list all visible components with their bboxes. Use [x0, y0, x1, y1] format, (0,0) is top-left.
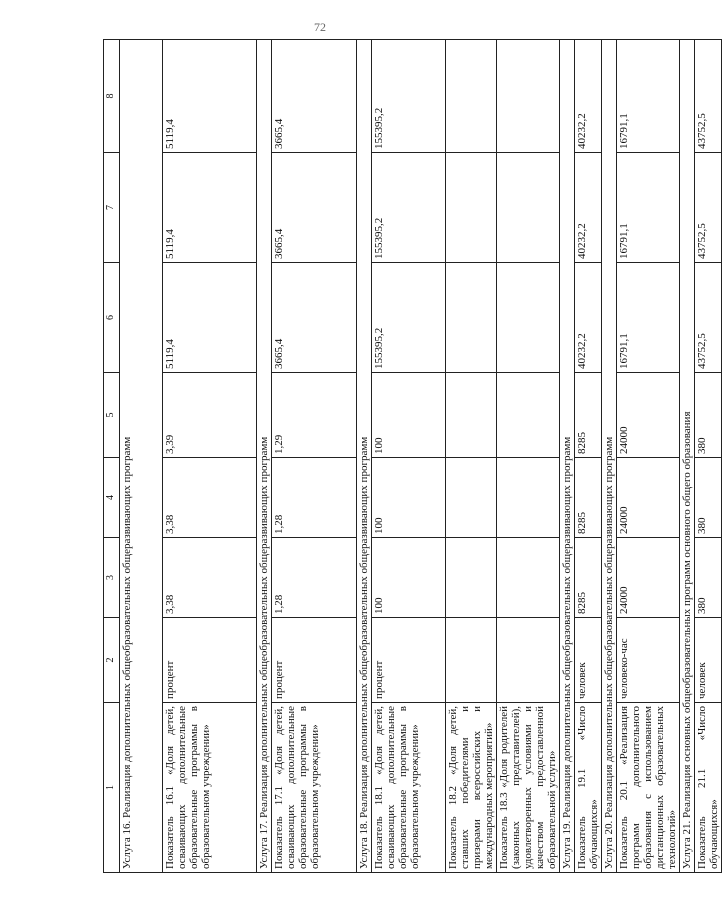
value-cell: 1,29 — [272, 373, 357, 458]
value-cell: 16791,1 — [617, 40, 680, 153]
section-row — [602, 40, 617, 873]
value-cell: 100 — [372, 458, 446, 538]
header-row — [104, 40, 120, 873]
value-cell: 3665,4 — [272, 40, 357, 153]
table-row — [497, 40, 560, 873]
value-cell — [497, 263, 560, 373]
unit-cell — [446, 618, 497, 703]
section-title: Услуга 19. Реализация дополнительных общеобразовательных общеразвивающих программ — [560, 40, 575, 873]
value-cell: 40232,2 — [575, 263, 602, 373]
section-row — [120, 40, 163, 873]
value-cell: 24000 — [617, 373, 680, 458]
unit-cell: человеко-час — [617, 618, 680, 703]
value-cell — [446, 373, 497, 458]
value-cell — [497, 538, 560, 618]
value-cell: 3,38 — [163, 538, 257, 618]
value-cell: 43752,5 — [695, 40, 722, 153]
value-cell — [446, 458, 497, 538]
value-cell — [497, 40, 560, 153]
header-cell: 8 — [104, 40, 120, 153]
value-cell: 43752,5 — [695, 263, 722, 373]
value-cell: 5119,4 — [163, 153, 257, 263]
page-number: 72 — [314, 20, 326, 34]
section-row — [357, 40, 372, 873]
section-title: Услуга 16. Реализация дополнительных общеобразовательных общеразвивающих программ — [120, 40, 163, 873]
value-cell — [446, 40, 497, 153]
value-cell: 3665,4 — [272, 263, 357, 373]
value-cell — [446, 263, 497, 373]
section-title: Услуга 20. Реализация дополнительных общеобразовательных общеразвивающих программ — [602, 40, 617, 873]
table-container — [103, 40, 720, 873]
services-table — [103, 39, 722, 873]
value-cell: 16791,1 — [617, 153, 680, 263]
value-cell — [446, 538, 497, 618]
header-cell: 5 — [104, 373, 120, 458]
header-cell: 6 — [104, 263, 120, 373]
unit-cell: человек — [575, 618, 602, 703]
value-cell: 3665,4 — [272, 153, 357, 263]
value-cell: 8285 — [575, 458, 602, 538]
value-cell: 40232,2 — [575, 153, 602, 263]
header-cell: 4 — [104, 458, 120, 538]
value-cell — [497, 373, 560, 458]
indicator-name: Показатель 16.1 «Доля детей, осваивающих дополнительные образовательные программы в образовательном учреждении» — [163, 703, 257, 873]
value-cell: 1,28 — [272, 538, 357, 618]
unit-cell: человек — [695, 618, 722, 703]
table-row — [272, 40, 357, 873]
table-row — [163, 40, 257, 873]
indicator-name: Показатель 20.1 «Реализация программ дополнительного образования с использованием дистанционных образовательных технологий» — [617, 703, 680, 873]
unit-cell: процент — [372, 618, 446, 703]
value-cell: 43752,5 — [695, 153, 722, 263]
table-body — [104, 40, 722, 873]
value-cell: 155395,2 — [372, 40, 446, 153]
value-cell — [497, 458, 560, 538]
indicator-name: Показатель 18.1 «Доля детей, осваивающих дополнительные образовательные программы в образовательном учреждении» — [372, 703, 446, 873]
indicator-name: Показатель 18.2 «Доля детей, ставших победителями и призерами всероссийских и международных мероприятий» — [446, 703, 497, 873]
table-row — [446, 40, 497, 873]
table-row — [372, 40, 446, 873]
section-row — [560, 40, 575, 873]
value-cell: 24000 — [617, 458, 680, 538]
value-cell: 380 — [695, 373, 722, 458]
section-row — [257, 40, 272, 873]
section-row — [680, 40, 695, 873]
header-cell: 3 — [104, 538, 120, 618]
header-cell: 7 — [104, 153, 120, 263]
value-cell: 16791,1 — [617, 263, 680, 373]
value-cell: 1,28 — [272, 458, 357, 538]
value-cell: 155395,2 — [372, 263, 446, 373]
section-title: Услуга 21. Реализация основных общеобразовательных программ основного общего образования — [680, 40, 695, 873]
value-cell: 100 — [372, 373, 446, 458]
value-cell: 100 — [372, 538, 446, 618]
unit-cell — [497, 618, 560, 703]
unit-cell: процент — [163, 618, 257, 703]
value-cell: 5119,4 — [163, 40, 257, 153]
value-cell: 24000 — [617, 538, 680, 618]
value-cell: 8285 — [575, 373, 602, 458]
header-cell: 2 — [104, 618, 120, 703]
value-cell: 40232,2 — [575, 40, 602, 153]
value-cell: 3,38 — [163, 458, 257, 538]
table-row — [617, 40, 680, 873]
section-title: Услуга 17. Реализация дополнительных общеобразовательных общеразвивающих программ — [257, 40, 272, 873]
indicator-name: Показатель 17.1 «Доля детей, осваивающих дополнительные образовательные программы в образовательном учреждении» — [272, 703, 357, 873]
table-row — [575, 40, 602, 873]
header-cell: 1 — [104, 703, 120, 873]
section-title: Услуга 18. Реализация дополнительных общеобразовательных общеразвивающих программ — [357, 40, 372, 873]
indicator-name: Показатель 21.1 «Число обучающихся» — [695, 703, 722, 873]
value-cell: 8285 — [575, 538, 602, 618]
value-cell — [497, 153, 560, 263]
indicator-name: Показатель 19.1 «Число обучающихся» — [575, 703, 602, 873]
value-cell: 380 — [695, 458, 722, 538]
value-cell: 380 — [695, 538, 722, 618]
unit-cell: процент — [272, 618, 357, 703]
value-cell: 5119,4 — [163, 263, 257, 373]
value-cell: 3,39 — [163, 373, 257, 458]
indicator-name: Показатель 18.3 «Доля родителей (законных представителей), удовлетворенных условиями и качеством предоставленной образовательной услуги» — [497, 703, 560, 873]
value-cell: 155395,2 — [372, 153, 446, 263]
table-row — [695, 40, 722, 873]
value-cell — [446, 153, 497, 263]
